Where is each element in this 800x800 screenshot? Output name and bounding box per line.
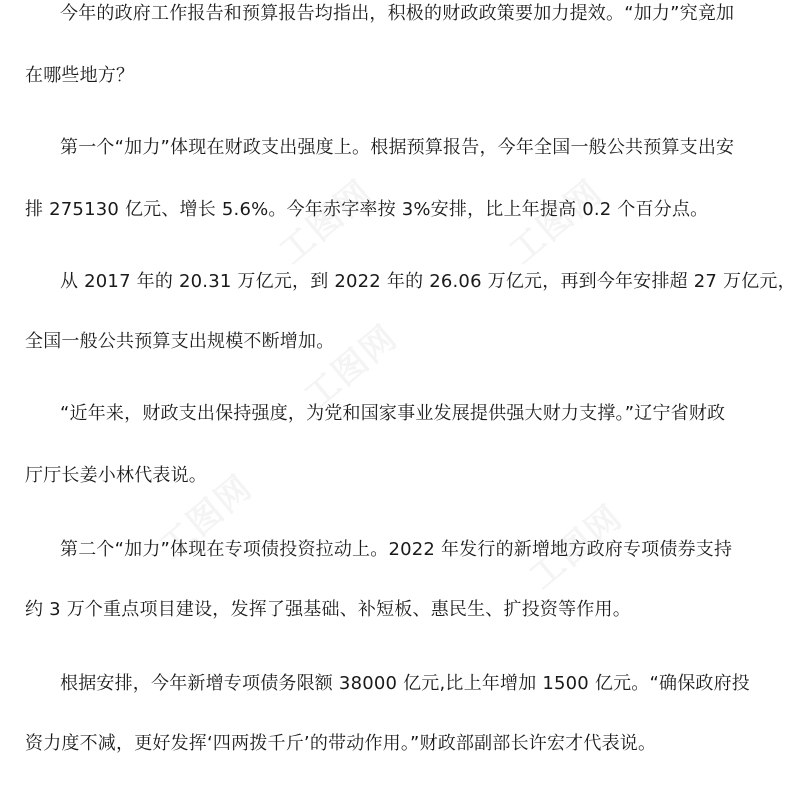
paragraph-4-line-2: 厅厅长姜小林代表说。 (25, 465, 207, 486)
paragraph-1-line-2: 在哪些地方？ (25, 65, 135, 86)
watermark: 工图网 (152, 467, 261, 568)
paragraph-6-line-2: 资力度不减，更好发挥‘四两拨千斤’的带动作用。”财政部副部长许宏才代表说。 (25, 733, 657, 754)
paragraph-3-line-1: 从 2017 年的 20.31 万亿元，到 2022 年的 26.06 万亿元，再到今年安排超 27 万亿元， (60, 271, 796, 292)
paragraph-2-line-2: 排 275130 亿元、增长 5.6%。今年赤字率按 3%安排，比上年提高 0.2 个百分点。 (25, 199, 709, 220)
watermark: 工图网 (297, 317, 406, 418)
paragraph-5-line-2: 约 3 万个重点项目建设，发挥了强基础、补短板、惠民生、扩投资等作用。 (25, 599, 631, 620)
paragraph-6-line-1: 根据安排，今年新增专项债务限额 38000 亿元,比上年增加 1500 亿元。“确保政府投 (60, 673, 750, 694)
watermark: 工图网 (272, 172, 381, 273)
watermark: 工图网 (522, 497, 631, 598)
paragraph-1-line-1: 今年的政府工作报告和预算报告均指出，积极的财政政策要加力提效。“加力”究竟加 (60, 3, 735, 24)
paragraph-3-line-2: 全国一般公共预算支出规模不断增加。 (25, 331, 335, 352)
paragraph-4-line-1: “近年来，财政支出保持强度，为党和国家事业发展提供强大财力支撑。”辽宁省财政 (60, 403, 726, 424)
paragraph-2-line-1: 第一个“加力”体现在财政支出强度上。根据预算报告，今年全国一般公共预算支出安 (60, 137, 735, 158)
paragraph-5-line-1: 第二个“加力”体现在专项债投资拉动上。2022 年发行的新增地方政府专项债券支持 (60, 539, 733, 560)
watermark: 工图网 (502, 172, 611, 273)
